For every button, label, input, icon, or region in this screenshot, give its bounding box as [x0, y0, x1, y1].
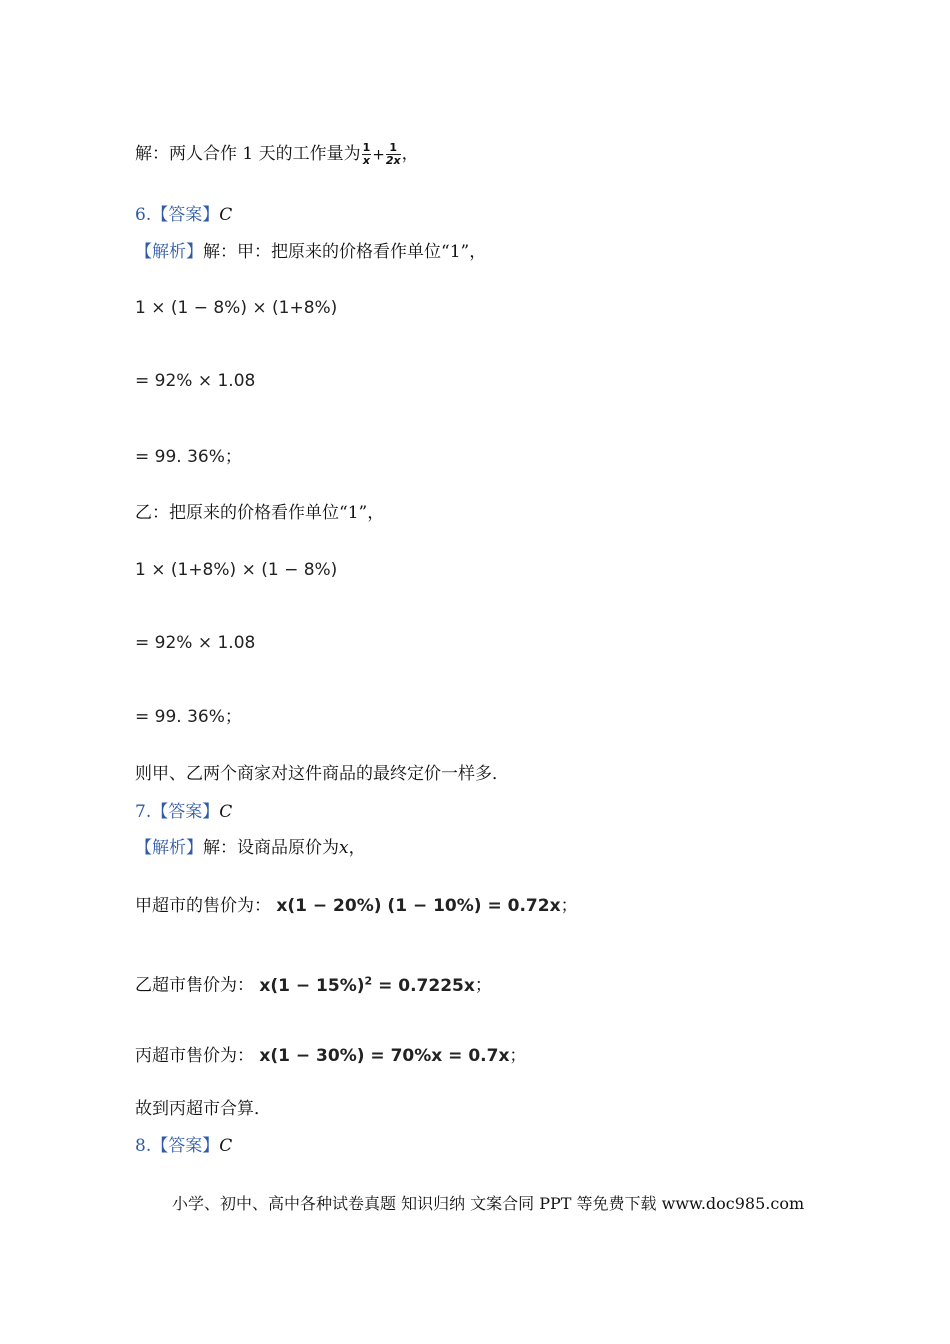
- q7-yi-line: [135, 970, 492, 997]
- q6-analysis-line: [135, 241, 486, 263]
- q5-solution-line: [135, 142, 419, 167]
- q6-yi-punct: ；: [224, 707, 242, 727]
- q6-number: 6.: [135, 205, 152, 225]
- q7-yi-expr-a: x(1 − 15%): [259, 975, 365, 996]
- q7-answer: C: [219, 802, 233, 822]
- q7-bing-label: 丙超市售价为：: [135, 1046, 254, 1066]
- q5-mid: 天的工作量为: [253, 144, 361, 164]
- q7-number: 7.: [135, 802, 152, 822]
- q6-yi-step3: [135, 706, 242, 728]
- q5-prefix: 解：两人合作: [135, 144, 243, 164]
- q8-answer: C: [219, 1136, 233, 1156]
- q7-analysis-label: 【解析】: [135, 838, 203, 858]
- q8-answer-label: 【答案】: [151, 1136, 220, 1156]
- q7-yi-exponent: 2: [364, 974, 373, 987]
- q6-jia-step3: [135, 446, 242, 468]
- q6-jia-result: = 99. 36%: [135, 447, 225, 467]
- q6-conclusion: 则甲、乙两个商家对这件商品的最终定价一样多．: [135, 764, 509, 784]
- frac2-den: 2x: [385, 154, 401, 167]
- q5-one: 1: [242, 144, 254, 164]
- frac1-den: x: [362, 154, 371, 167]
- q7-intro-var: x: [339, 838, 349, 858]
- fraction-1-over-x: [362, 142, 372, 167]
- q7-intro-punct: ，: [348, 838, 366, 858]
- q6-answer-line: [135, 204, 232, 226]
- q7-bing-punct: ；: [509, 1046, 527, 1066]
- q6-answer: C: [219, 205, 233, 225]
- q7-yi-expr-b: = 0.7225x: [372, 975, 475, 996]
- q7-yi-label: 乙超市售价为：: [135, 975, 254, 996]
- q6-yi-step1: 1 × (1+8%) × (1 − 8%): [135, 560, 338, 580]
- q6-jia-step1: 1 × (1 − 8%) × (1+8%): [135, 298, 338, 318]
- plus-sign: +: [372, 145, 385, 164]
- q7-answer-label: 【答案】: [151, 802, 220, 822]
- q6-yi-result: = 99. 36%: [135, 707, 225, 727]
- fraction-1-over-2x: [386, 142, 401, 167]
- q6-yi-step2: = 92% × 1.08: [135, 633, 256, 653]
- q6-analysis-label: 【解析】: [135, 242, 203, 262]
- q6-jia-punct: ；: [224, 447, 242, 467]
- q6-jia-step2: = 92% × 1.08: [135, 371, 256, 391]
- q7-jia-label: 甲超市的售价为：: [135, 896, 271, 916]
- frac1-num: 1: [362, 141, 371, 154]
- frac2-num: 1: [386, 142, 401, 155]
- q6-answer-label: 【答案】: [151, 205, 220, 225]
- q7-jia-expr: x(1 − 20%) (1 − 10%) = 0.72x: [276, 896, 561, 916]
- q7-intro: 解：设商品原价为: [203, 838, 339, 858]
- q7-conclusion: 故到丙超市合算．: [135, 1099, 271, 1119]
- q7-bing-expr: x(1 − 30%) = 70%x = 0.7x: [259, 1046, 510, 1066]
- q6-yi-intro: 乙：把原来的价格看作单位“1”，: [135, 503, 385, 523]
- q5-suffix: ，: [401, 144, 419, 164]
- q7-answer-line: [135, 801, 232, 823]
- q6-intro: 解：甲：把原来的价格看作单位“1”，: [203, 242, 487, 262]
- page-footer: 小学、初中、高中各种试卷真题 知识归纳 文案合同 PPT 等免费下载 www.doc985.com: [172, 1194, 805, 1213]
- q7-analysis-line: [135, 837, 366, 859]
- q8-answer-line: [135, 1135, 232, 1157]
- q7-jia-line: [135, 895, 578, 917]
- q7-yi-expr: [259, 976, 474, 996]
- q7-bing-line: [135, 1045, 526, 1067]
- q8-number: 8.: [135, 1136, 152, 1156]
- q7-jia-punct: ；: [560, 896, 578, 916]
- q7-yi-punct: ；: [474, 975, 492, 996]
